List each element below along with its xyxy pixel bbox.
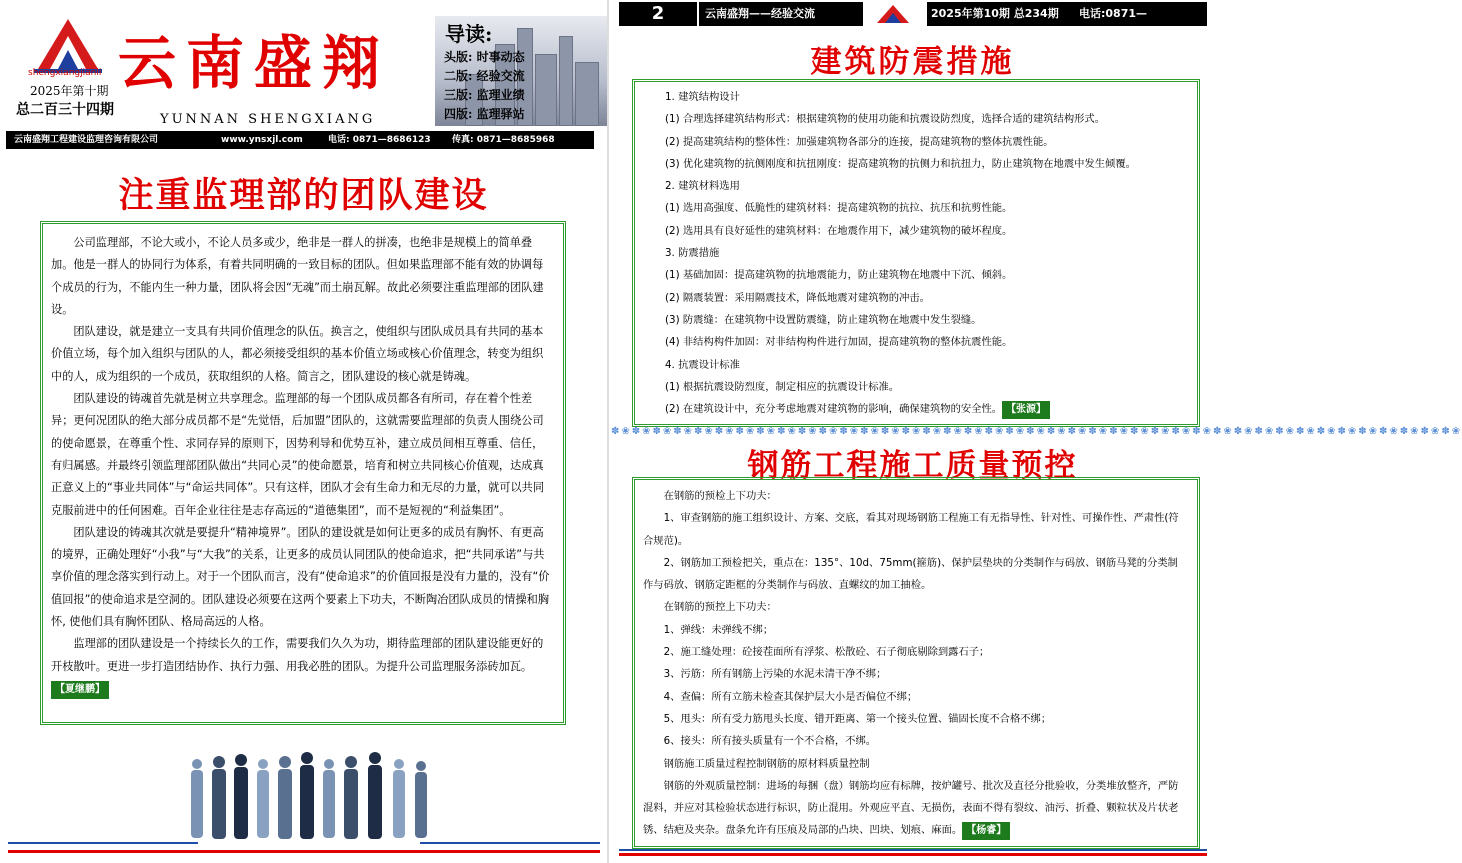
article-line: (2) 隔震装置：采用隔震技术，降低地震对建筑物的冲击。 — [665, 291, 930, 304]
article-paragraph: 公司监理部，不论大或小，不论人员多或少，绝非是一群人的拼凑，也绝非是规模上的简单叠加。他是一群人的协同行为体系，有着共同明确的一致目标的团队。但如果监理部不能有效的协调每个成员的行为，不能内生一种力量，团队将会因“无魂”而土崩瓦解。故此必须要注重监理部的团队建设。 — [51, 236, 544, 316]
guide-title: 导读: — [445, 22, 493, 46]
article-line: 6、接头：所有接头质量有一个不合格，不绑。 — [663, 735, 877, 748]
footer-line — [619, 849, 1207, 851]
article-line: (1) 选用高强度、低脆性的建筑材料：提高建筑物的抗拉、抗压和抗剪性能。 — [665, 202, 1013, 215]
total-issue: 总二百三十四期 — [16, 102, 114, 118]
article-line: 3、污筋：所有钢筋上污染的水泥未清干净不绑； — [663, 668, 887, 681]
guide-item: 二版: 经验交流 — [444, 69, 525, 83]
article-line: 钢筋施工质量过程控制钢筋的原材料质量控制 — [663, 757, 870, 770]
decorative-border: ✽❀✽❀✽❀✽❀✽❀✽❀✽❀✽❀✽❀✽❀✽❀✽❀✽❀✽❀✽❀✽❀✽❀✽❀✽❀✽❀✽❀✽❀✽❀✽❀✽❀✽❀✽❀✽❀✽❀✽❀✽❀✽❀✽❀✽❀✽❀✽❀✽❀✽❀✽❀✽❀✽❀ — [611, 426, 1462, 437]
article-line: 钢筋的外观质量控制：进场的每捆（盘）钢筋均应有标牌，按炉罐号、批次及直径分批验收，分类堆放整齐，严防混料，并应对其检验状态进行标识，防止混用。外观应平直、无损伤，表面不得有裂纹、油污、折叠、颗粒状及片状老锈、结疤及夹杂。盘条允许有压痕及局部的凸块、凹块、划痕、麻面。 — [643, 779, 1179, 837]
article-line: 在钢筋的预检上下功夫： — [663, 490, 777, 502]
newspaper-title: 云南盛翔 — [118, 29, 391, 97]
logo-text: shengxiangjianli — [28, 68, 102, 78]
second-page — [609, 0, 1462, 863]
article-line: 4. 抗震设计标准 — [665, 358, 740, 371]
author-tag: 【张源】 — [1002, 401, 1050, 419]
article-title: 钢筋工程施工质量预控 — [747, 448, 1078, 484]
page-number: 2 — [619, 2, 697, 26]
article-line: (1) 合理选择建筑结构形式：根据建筑物的使用功能和抗震设防烈度，选择合适的建筑结构形式。 — [665, 113, 1106, 126]
header-info — [927, 2, 1207, 44]
article-box — [40, 221, 566, 725]
article-line: (1) 基础加固：提高建筑物的抗地震能力，防止建筑物在地震中下沉、倾斜。 — [665, 269, 1013, 282]
article-line: (2) 选用具有良好延性的建筑材料：在地震作用下，减少建筑物的破坏程度。 — [665, 224, 1013, 237]
article-line: 4、查偏：所有立筋未检查其保护层大小是否偏位不绑； — [663, 690, 918, 703]
website-link[interactable]: www.ynsxjl.com — [221, 135, 303, 145]
newspaper-title-en: YUNNAN SHENGXIANG — [160, 112, 376, 127]
section-name: 云南盛翔——经验交流 — [699, 2, 863, 26]
article-line: (3) 防震缝：在建筑物中设置防震缝，防止建筑物在地震中发生裂缝。 — [665, 313, 982, 326]
guide-item: 三版: 监理业绩 — [444, 88, 525, 102]
article-paragraph: 团队建设的铸魂其次就是要提升“精神境界”。团队的建设就是如何让更多的成员有胸怀、有更高的境界，正确处理好“小我”与“大我”的关系，让更多的成员认同团队的使命追求，把“共同承诺”与共享价值的理念落实到行动上。对于一个团队而言，没有“使命追求”的价值回报是没有力量的，没有“价值回报”的使命追求是空洞的。团队建设必须要在这两个要素上下功夫，不断陶冶团队成员的情操和胸怀, 使他们具有胸怀团队、格局高远的人格。 — [51, 525, 550, 629]
article-paragraph: 团队建设，就是建立一支具有共同价值理念的队伍。换言之，使组织与团队成员具有共同的基本价值立场，每个加入组织与团队的人，都必须接受组织的基本价值立场或核心价值理念，转变为组织中的人，成为组织的一个成员，获取组织的人格。简言之，团队建设的核心就是铸魂。 — [51, 325, 544, 383]
front-page — [0, 0, 608, 863]
article-line: 2、施工缝处理：砼接茬面所有浮浆、松散砼、石子彻底剔除到露石子； — [663, 646, 990, 659]
article-line: 2、钢筋加工预检把关，重点在：135°、10d、75mm(箍筋)、保护层垫块的分类制作与码放、钢筋马凳的分类制作与码放、钢筋定距框的分类制作与码放、直螺纹的加工抽检。 — [643, 556, 1178, 592]
article-line: 在钢筋的预控上下功夫： — [663, 601, 777, 614]
footer-line — [420, 842, 600, 844]
footer-line — [619, 853, 1207, 856]
article-line: (3) 优化建筑物的抗侧刚度和抗扭刚度：提高建筑物的抗侧力和抗扭力，防止建筑物在地震中发生倾覆。 — [665, 157, 1136, 170]
article-line: 1、审查钢筋的施工组织设计、方案、交底，看其对现场钢筋工程施工有无指导性、针对性、可操作性、严肃性(符合规范)。 — [643, 512, 1179, 547]
contact-bar — [6, 131, 594, 149]
article-line: (2) 提高建筑结构的整体性：加强建筑物各部分的连接，提高建筑物的整体抗震性能。 — [665, 135, 1054, 148]
article-line: 5、甩头：所有受力筋甩头长度、错开距离、第一个接头位置、锚固长度不合格不绑； — [663, 712, 1052, 725]
article-title: 注重监理部的团队建设 — [118, 175, 489, 216]
company-name: 云南盛翔工程建设监理咨询有限公司 — [14, 135, 159, 145]
author-tag: 【杨睿】 — [962, 822, 1010, 840]
issue-number: 2025年第十期 — [30, 84, 109, 98]
article-box — [632, 79, 1200, 427]
article-line: 1、弹线：未弹线不绑； — [663, 623, 774, 636]
footer-line — [8, 850, 600, 853]
footer-line — [8, 842, 198, 844]
article-line: (2) 在建筑设计中，充分考虑地震对建筑物的影响，确保建筑物的安全性。 — [665, 403, 1003, 416]
article-line: (1) 根据抗震设防烈度，制定相应的抗震设计标准。 — [665, 380, 900, 393]
guide-item: 四版: 监理驿站 — [444, 107, 525, 121]
article-paragraph: 监理部的团队建设是一个持续长久的工作，需要我们久久为功，期待监理部的团队建设能更好的开枝散叶。更进一步打造团结协作、执行力强、用我必胜的团队。为提升公司监理服务添砖加瓦。 — [51, 637, 544, 673]
article-paragraph: 团队建设的铸魂首先就是树立共享理念。监理部的每一个团队成员都各有所司，存在着个性差异；更何况团队的绝大部分成员都不是“先觉悟，后加盟”团队的，这就需要监理部的负责人围绕公司的使命愿景，在尊重个性、求同存异的原则下，因势利导和优势互补，建立成员间相互尊重、信任，有归属感。并最终引领监理部团队做出“共同心灵”的使命愿景，培育和树立共同核心价值观，达成真正意义上的“事业共同体”与“命运共同体”。只有这样，团队才会有生命力和无尽的力量，就可以共同克服前进中的任何困难。百年企业往往是志存高远的“道德集团”，而不是短视的“利益集团”。 — [51, 392, 545, 517]
fax-number: 传真: 0871—8685968 — [452, 135, 555, 145]
article-title: 建筑防震措施 — [810, 44, 1015, 80]
article-line: 3. 防震措施 — [665, 247, 720, 260]
article-line: 1. 建筑结构设计 — [665, 91, 740, 103]
article-box — [632, 477, 1200, 849]
guide-item: 头版: 时事动态 — [444, 50, 525, 64]
issue-info: 2025年第10期 总234期 — [931, 7, 1059, 20]
phone-number: 电话:0871—68686123 — [1079, 7, 1148, 44]
author-tag: 【夏继鹏】 — [51, 681, 109, 699]
people-silhouette-image — [185, 752, 435, 840]
company-logo — [871, 3, 915, 25]
article-line: (4) 非结构构件加固：对非结构构件进行加固，提高建筑物的整体抗震性能。 — [665, 336, 1013, 349]
article-line: 2. 建筑材料选用 — [665, 180, 740, 193]
phone-number: 电话: 0871—8686123 — [328, 135, 431, 145]
